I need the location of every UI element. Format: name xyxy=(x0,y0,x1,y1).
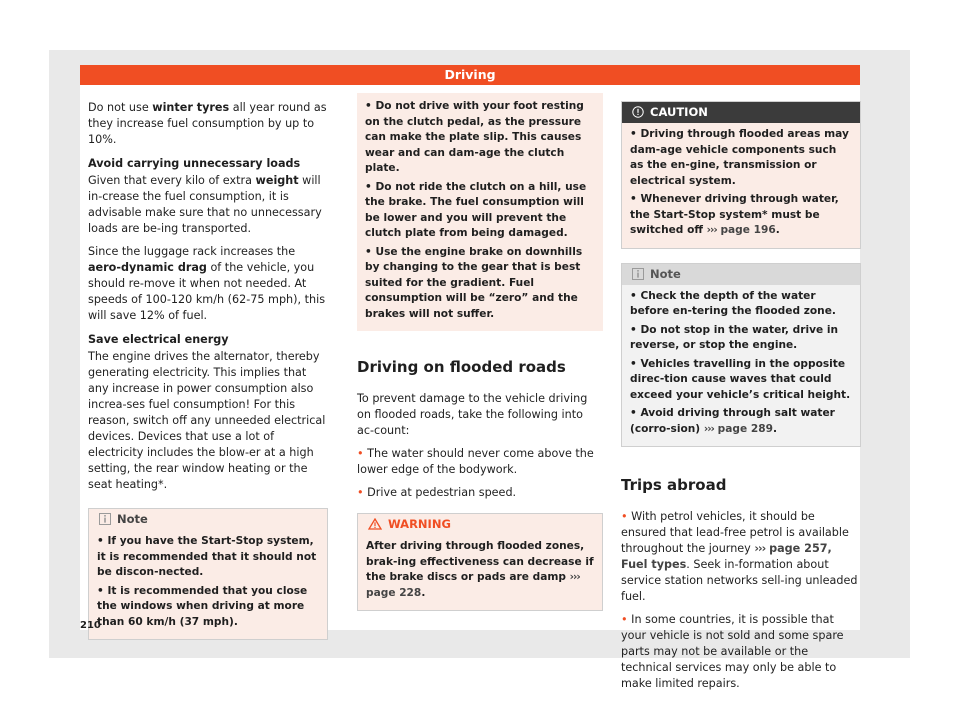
list-item: • Driving through flooded areas may dam-age vehicle components such as the en-gine, transmission or electrical system. xyxy=(630,128,849,187)
list-item: • With petrol vehicles, it should be ensured that lead-free petrol is available throughout the journey ››› page 257, Fuel types. Seek in-formation about service station networks sell-ing unleaded fuel. xyxy=(621,510,858,603)
heading-avoid-loads: Avoid carrying unnecessary loads xyxy=(88,157,301,170)
list-item: • Drive at pedestrian speed. xyxy=(357,486,517,499)
section-title: Driving xyxy=(444,67,496,82)
note-header: Note xyxy=(89,509,327,530)
list-item: • Whenever driving through water, the Start-Stop system* must be switched off ››› page 196. xyxy=(630,193,839,236)
info-icon xyxy=(632,266,644,287)
heading-trips-abroad: Trips abroad xyxy=(621,476,727,494)
note-header: Note xyxy=(622,264,860,285)
section-header xyxy=(80,65,860,85)
list-item: • Vehicles travelling in the opposite direc-tion cause waves that could exceed your vehicle’s critical height. xyxy=(630,357,851,401)
list-item: • Use the engine brake on downhills by changing to the gear that is best suited for the gradient. Fuel consumption will be “zero” and the brakes will not suffer. xyxy=(365,245,583,320)
warning-header: WARNING xyxy=(358,514,602,535)
manual-page xyxy=(80,65,860,690)
note-box-flooded xyxy=(621,263,861,448)
paragraph-flooded-intro: To prevent damage to the vehicle driving on flooded roads, take the following into ac-count: xyxy=(357,392,588,437)
info-icon xyxy=(99,511,111,532)
paragraph-weight: Given that every kilo of extra weight will in-crease the fuel consumption, it is advisable make sure that no unnecessary loads are be-ing transported. xyxy=(88,174,322,235)
column-right xyxy=(621,85,861,692)
paragraph-winter-tyres: Do not use winter tyres all year round as they increase fuel consumption by up to 10%. xyxy=(88,101,327,146)
list-item: • Do not ride the clutch on a hill, use the brake. The fuel consumption will be lower and you will prevent the clutch plate from being damaged. xyxy=(365,180,587,239)
page-reference-link[interactable]: ››› page 289 xyxy=(703,422,773,435)
clutch-tips-box xyxy=(357,93,603,331)
warning-text: After driving through flooded zones, brak-ing effectiveness can decrease if the brake discs or pads are damp ››› page 228. xyxy=(366,540,594,599)
note-box-startstop xyxy=(88,508,328,640)
caution-header: CAUTION xyxy=(622,102,860,123)
list-item: • Avoid driving through salt water (corro-sion) ››› page 289. xyxy=(630,407,835,435)
list-item: • It is recommended that you close the windows when driving at more than 60 km/h (37 mph). xyxy=(97,584,308,628)
paragraph-electrical: The engine drives the alternator, thereby generating electricity. This implies that any increase in power consumption also increa-ses fuel consumption! For this reason, switch off any unneeded electrical devices. Devices that use a lot of electricity includes the blow-er at a high setting, the rear window heating or the seat heating*. xyxy=(88,350,326,491)
warning-box xyxy=(357,513,603,611)
caution-circle-icon xyxy=(632,104,644,125)
paragraph-luggage-rack: Since the luggage rack increases the aero-dynamic drag of the vehicle, you should re-move it when not needed. At speeds of 100-120 km/h (62-75 mph), this will save 12% of fuel. xyxy=(88,245,326,322)
list-item: • Do not stop in the water, drive in reverse, or stop the engine. xyxy=(630,323,839,351)
page-reference-link[interactable]: ››› page 257, Fuel types xyxy=(621,542,832,571)
column-middle xyxy=(357,85,603,611)
page-number: 210 xyxy=(80,620,101,631)
caution-box xyxy=(621,101,861,249)
page-reference-link[interactable]: ››› page 196 xyxy=(706,224,776,236)
column-left xyxy=(88,85,328,640)
list-item: • Do not drive with your foot resting on the clutch pedal, as the pressure can make the plate slip. This causes wear and can dam-age the clutch plate. xyxy=(365,100,584,174)
heading-flooded-roads: Driving on flooded roads xyxy=(357,358,566,376)
list-item: • If you have the Start-Stop system, it is recommended that it should not be discon-nected. xyxy=(97,535,317,578)
list-item: • The water should never come above the lower edge of the bodywork. xyxy=(357,447,594,476)
warning-triangle-icon xyxy=(368,516,382,537)
list-item: • In some countries, it is possible that your vehicle is not sold and some spare parts may not be available or the technical services may only be able to make limited repairs. xyxy=(621,613,844,690)
list-item: • Check the depth of the water before en-tering the flooded zone. xyxy=(630,289,836,317)
page-reference-link[interactable]: ››› page 228 xyxy=(366,571,580,599)
heading-save-energy: Save electrical energy xyxy=(88,333,229,346)
